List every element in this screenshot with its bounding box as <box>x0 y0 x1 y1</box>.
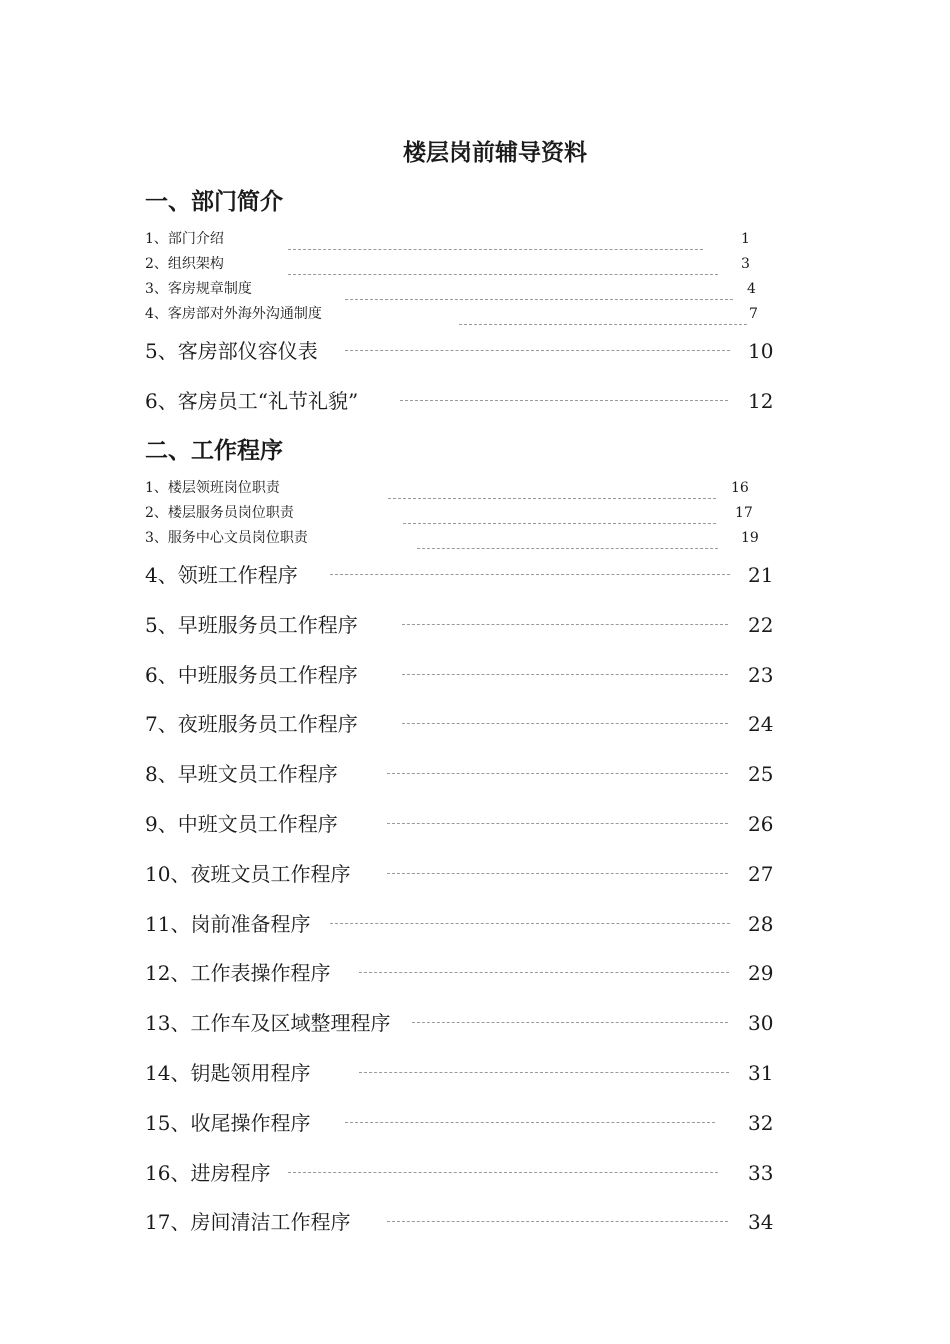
toc-entry-label: 4、客房部对外海外沟通制度 <box>145 306 322 322</box>
toc-entry-page: 29 <box>748 961 774 985</box>
toc-entry <box>0 860 950 886</box>
toc-entry-page: 1 <box>741 231 750 247</box>
toc-entry <box>0 387 950 413</box>
toc-leader-dots <box>345 350 730 351</box>
toc-entry <box>0 337 950 363</box>
section-heading-work-procedures: 二、工作程序 <box>145 437 283 464</box>
toc-entry <box>0 304 950 330</box>
toc-entry <box>0 1059 950 1085</box>
toc-entry-label: 5、客房部仪容仪表 <box>145 339 318 363</box>
toc-entry <box>0 528 950 554</box>
toc-leader-dots <box>387 873 728 874</box>
toc-leader-dots <box>387 823 728 824</box>
toc-entry <box>0 959 950 985</box>
toc-entry <box>0 710 950 736</box>
toc-entry-label: 8、早班文员工作程序 <box>145 762 338 786</box>
toc-entry-label: 11、岗前准备程序 <box>145 912 311 936</box>
toc-leader-dots <box>402 624 728 625</box>
toc-entry <box>0 503 950 529</box>
toc-leader-dots <box>400 400 728 401</box>
toc-leader-dots <box>417 548 718 549</box>
toc-leader-dots <box>459 324 747 325</box>
toc-entry-page: 28 <box>748 912 774 936</box>
toc-entry <box>0 229 950 255</box>
toc-entry-page: 22 <box>748 613 774 637</box>
toc-entry-label: 3、服务中心文员岗位职责 <box>145 530 308 546</box>
toc-entry-label: 17、房间清洁工作程序 <box>145 1210 351 1234</box>
toc-entry-page: 3 <box>741 256 750 272</box>
toc-entry-label: 2、楼层服务员岗位职责 <box>145 505 294 521</box>
toc-leader-dots <box>359 972 729 973</box>
toc-entry-label: 7、夜班服务员工作程序 <box>145 712 358 736</box>
toc-entry-page: 12 <box>748 389 774 413</box>
toc-entry-label: 14、钥匙领用程序 <box>145 1061 311 1085</box>
toc-entry <box>0 1009 950 1035</box>
toc-entry-page: 26 <box>748 812 774 836</box>
toc-entry-label: 15、收尾操作程序 <box>145 1111 311 1135</box>
toc-entry-label: 13、工作车及区域整理程序 <box>145 1011 391 1035</box>
toc-entry-label: 10、夜班文员工作程序 <box>145 862 351 886</box>
toc-entry <box>0 1159 950 1185</box>
toc-leader-dots <box>412 1022 728 1023</box>
toc-entry <box>0 910 950 936</box>
toc-entry-label: 4、领班工作程序 <box>145 563 298 587</box>
toc-leader-dots <box>387 773 728 774</box>
toc-leader-dots <box>402 674 728 675</box>
toc-entry-page: 10 <box>748 339 774 363</box>
toc-leader-dots <box>387 1221 728 1222</box>
toc-leader-dots <box>288 274 718 275</box>
toc-leader-dots <box>345 299 733 300</box>
toc-leader-dots <box>388 498 716 499</box>
toc-leader-dots <box>402 723 728 724</box>
toc-entry-label: 9、中班文员工作程序 <box>145 812 338 836</box>
toc-entry-label: 6、中班服务员工作程序 <box>145 663 358 687</box>
toc-entry <box>0 478 950 504</box>
toc-entry-label: 6、客房员工“礼节礼貌” <box>145 389 359 413</box>
toc-entry-page: 21 <box>748 563 774 587</box>
toc-entry-page: 4 <box>747 281 756 297</box>
toc-entry <box>0 254 950 280</box>
toc-entry-page: 17 <box>735 505 753 521</box>
toc-entry-page: 30 <box>748 1011 774 1035</box>
toc-entry-page: 33 <box>748 1161 774 1185</box>
toc-entry <box>0 611 950 637</box>
toc-entry-page: 32 <box>748 1111 774 1135</box>
toc-entry-label: 2、组织架构 <box>145 256 224 272</box>
toc-entry-label: 1、楼层领班岗位职责 <box>145 480 280 496</box>
toc-leader-dots <box>288 249 703 250</box>
toc-entry <box>0 561 950 587</box>
toc-entry-label: 3、客房规章制度 <box>145 281 252 297</box>
toc-entry-page: 34 <box>748 1210 774 1234</box>
toc-entry-label: 5、早班服务员工作程序 <box>145 613 358 637</box>
toc-entry-page: 23 <box>748 663 774 687</box>
section-heading-department-intro: 一、部门简介 <box>145 188 283 215</box>
toc-entry <box>0 810 950 836</box>
toc-entry <box>0 760 950 786</box>
toc-entry-label: 12、工作表操作程序 <box>145 961 331 985</box>
toc-entry-page: 16 <box>731 480 749 496</box>
toc-entry-page: 24 <box>748 712 774 736</box>
toc-entry <box>0 661 950 687</box>
toc-leader-dots <box>288 1172 718 1173</box>
toc-entry-label: 16、进房程序 <box>145 1161 271 1185</box>
toc-entry-page: 7 <box>749 306 758 322</box>
toc-entry-label: 1、部门介绍 <box>145 231 224 247</box>
toc-entry-page: 31 <box>748 1061 774 1085</box>
toc-leader-dots <box>359 1072 729 1073</box>
toc-leader-dots <box>403 523 716 524</box>
document-title: 楼层岗前辅导资料 <box>403 139 587 166</box>
toc-leader-dots <box>330 923 730 924</box>
toc-entry-page: 27 <box>748 862 774 886</box>
toc-leader-dots <box>345 1122 715 1123</box>
toc-entry-page: 19 <box>741 530 759 546</box>
toc-entry <box>0 1109 950 1135</box>
toc-entry <box>0 279 950 305</box>
toc-entry <box>0 1208 950 1234</box>
toc-entry-page: 25 <box>748 762 774 786</box>
toc-leader-dots <box>330 574 730 575</box>
